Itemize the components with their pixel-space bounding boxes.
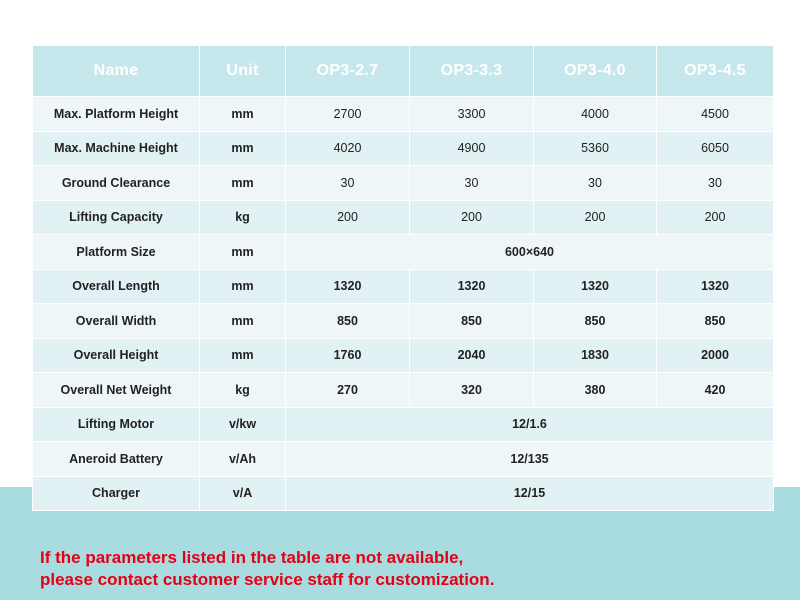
cell-value: 2700 — [286, 97, 410, 132]
cell-value: 380 — [534, 373, 657, 408]
cell-value: 30 — [286, 166, 410, 201]
row-name: Overall Length — [33, 269, 200, 304]
table-row — [33, 442, 774, 477]
row-name: Overall Height — [33, 338, 200, 373]
table-header-row — [33, 46, 774, 97]
row-name: Lifting Capacity — [33, 200, 200, 235]
row-unit: v/A — [200, 476, 286, 511]
cell-value: 420 — [657, 373, 774, 408]
table-row — [33, 407, 774, 442]
table-row — [33, 338, 774, 373]
cell-value: 850 — [286, 304, 410, 339]
table-row — [33, 235, 774, 270]
cell-value-merged: 12/135 — [286, 442, 774, 477]
row-unit: mm — [200, 269, 286, 304]
cell-value: 4000 — [534, 97, 657, 132]
row-name: Overall Width — [33, 304, 200, 339]
cell-value: 4900 — [410, 131, 534, 166]
cell-value: 200 — [410, 200, 534, 235]
cell-value: 850 — [534, 304, 657, 339]
cell-value: 1320 — [534, 269, 657, 304]
header-model-1: OP3-2.7 — [286, 46, 410, 97]
cell-value: 200 — [534, 200, 657, 235]
cell-value: 1830 — [534, 338, 657, 373]
cell-value: 1760 — [286, 338, 410, 373]
cell-value: 5360 — [534, 131, 657, 166]
row-name: Overall Net Weight — [33, 373, 200, 408]
cell-value: 3300 — [410, 97, 534, 132]
cell-value: 200 — [286, 200, 410, 235]
spec-table — [32, 45, 774, 511]
cell-value: 850 — [410, 304, 534, 339]
row-unit: mm — [200, 338, 286, 373]
table-row — [33, 476, 774, 511]
cell-value: 4500 — [657, 97, 774, 132]
cell-value: 30 — [534, 166, 657, 201]
cell-value-merged: 12/15 — [286, 476, 774, 511]
row-unit: kg — [200, 373, 286, 408]
row-name: Max. Machine Height — [33, 131, 200, 166]
cell-value: 30 — [657, 166, 774, 201]
cell-value: 1320 — [286, 269, 410, 304]
row-unit: mm — [200, 97, 286, 132]
cell-value: 30 — [410, 166, 534, 201]
table-row — [33, 166, 774, 201]
table-row — [33, 97, 774, 132]
row-unit: mm — [200, 131, 286, 166]
row-name: Charger — [33, 476, 200, 511]
row-unit: kg — [200, 200, 286, 235]
table-row — [33, 131, 774, 166]
row-unit: mm — [200, 235, 286, 270]
row-unit: v/kw — [200, 407, 286, 442]
cell-value: 270 — [286, 373, 410, 408]
header-model-4: OP3-4.5 — [657, 46, 774, 97]
notice-line-2: please contact customer service staff for customization. — [40, 570, 495, 589]
cell-value: 2040 — [410, 338, 534, 373]
row-name: Lifting Motor — [33, 407, 200, 442]
cell-value: 4020 — [286, 131, 410, 166]
header-name: Name — [33, 46, 200, 97]
header-model-3: OP3-4.0 — [534, 46, 657, 97]
table-row — [33, 200, 774, 235]
row-name: Max. Platform Height — [33, 97, 200, 132]
cell-value: 200 — [657, 200, 774, 235]
header-unit: Unit — [200, 46, 286, 97]
cell-value-merged: 12/1.6 — [286, 407, 774, 442]
cell-value: 1320 — [657, 269, 774, 304]
row-unit: mm — [200, 304, 286, 339]
table-row — [33, 373, 774, 408]
row-name: Ground Clearance — [33, 166, 200, 201]
row-name: Platform Size — [33, 235, 200, 270]
header-model-2: OP3-3.3 — [410, 46, 534, 97]
cell-value: 320 — [410, 373, 534, 408]
cell-value: 6050 — [657, 131, 774, 166]
table-row — [33, 269, 774, 304]
table-row — [33, 304, 774, 339]
cell-value: 1320 — [410, 269, 534, 304]
cell-value-merged: 600×640 — [286, 235, 774, 270]
row-name: Aneroid Battery — [33, 442, 200, 477]
cell-value: 850 — [657, 304, 774, 339]
customization-notice — [40, 547, 494, 591]
row-unit: mm — [200, 166, 286, 201]
cell-value: 2000 — [657, 338, 774, 373]
notice-line-1: If the parameters listed in the table are not available, — [40, 548, 464, 567]
row-unit: v/Ah — [200, 442, 286, 477]
